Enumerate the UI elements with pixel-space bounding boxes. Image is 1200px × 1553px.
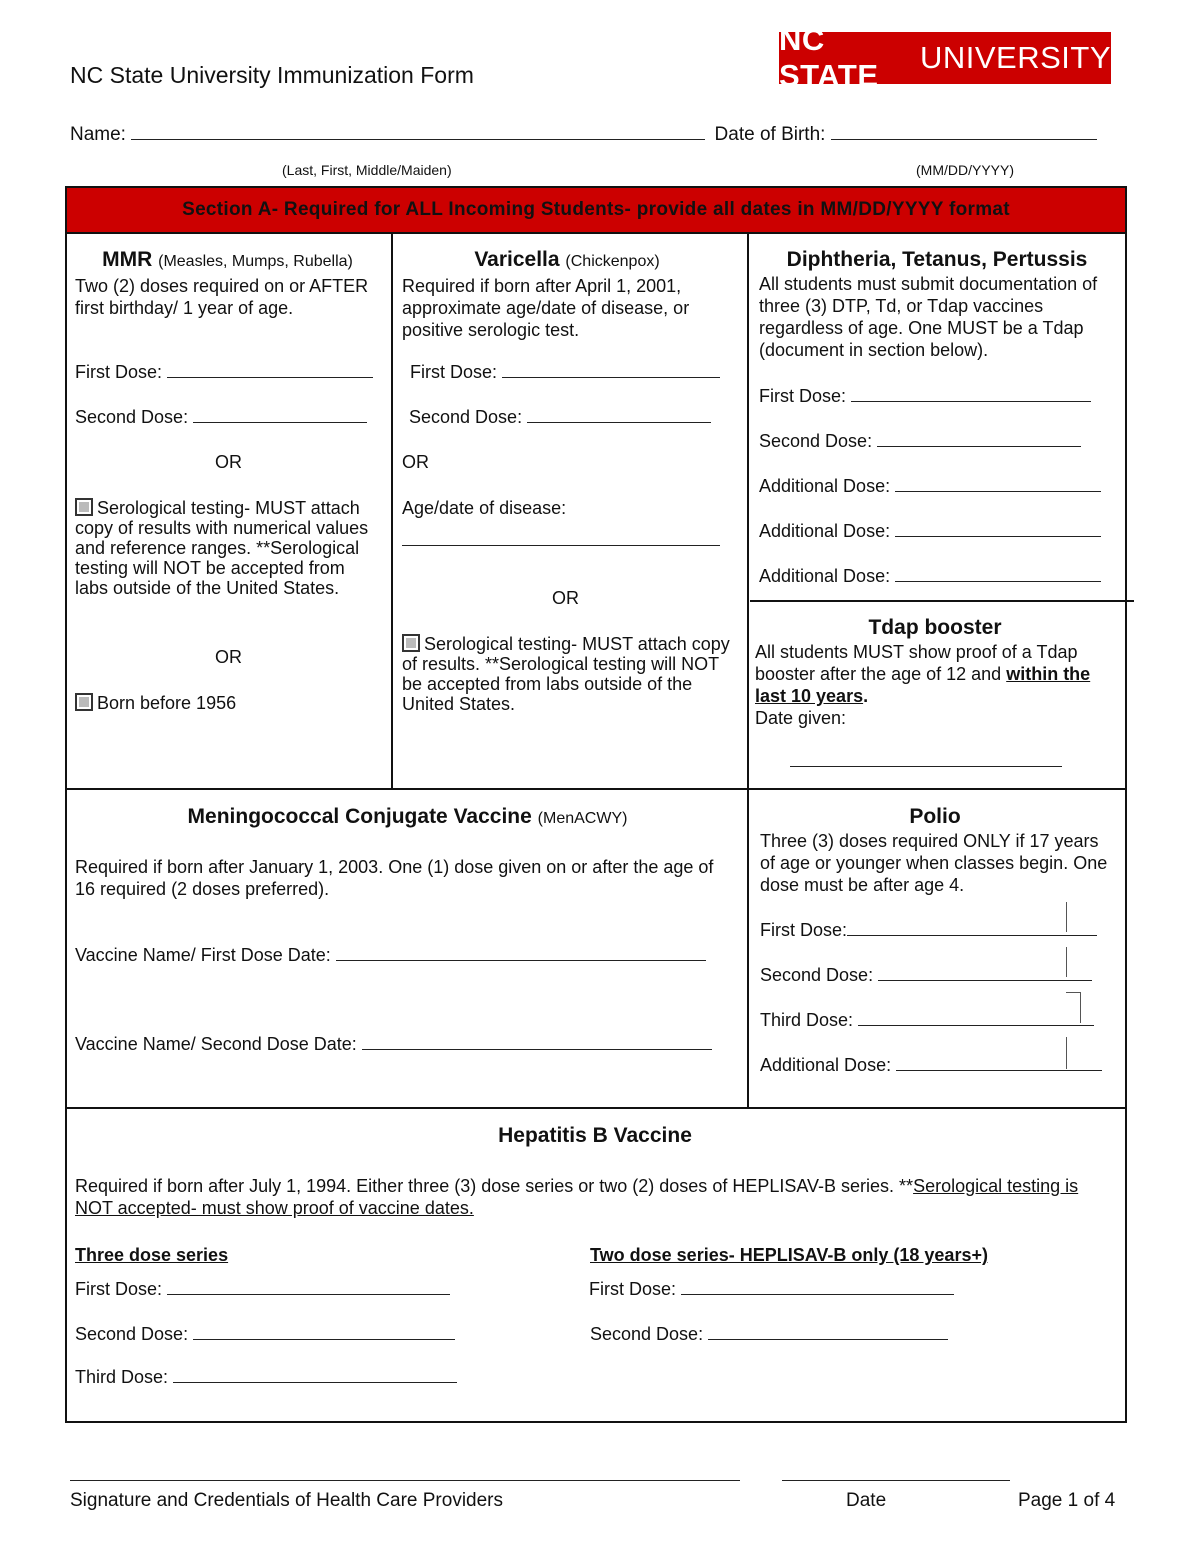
hepb-two-second-row xyxy=(590,1324,948,1345)
hepb-first-dose-field[interactable] xyxy=(167,1294,450,1295)
dtp-title: Diphtheria, Tetanus, Pertussis xyxy=(786,248,1088,271)
polio-title: Polio xyxy=(909,805,961,828)
polio-second-dose-label: Second Dose: xyxy=(760,965,874,985)
polio-additional-label: Additional Dose: xyxy=(760,1055,892,1075)
hepb-two-first-label: First Dose: xyxy=(589,1279,677,1299)
dtp-first-dose-label: First Dose: xyxy=(759,386,847,406)
dtp-second-dose-label: Second Dose: xyxy=(759,431,873,451)
varicella-description: Required if born after April 1, 2001, approximate age/date of disease, or positive serologic test. xyxy=(402,276,690,340)
mening-first-field[interactable] xyxy=(336,960,706,961)
varicella-serology-checkbox[interactable] xyxy=(402,634,420,652)
varicella-subtitle: (Chickenpox) xyxy=(565,253,660,270)
name-hint: (Last, First, Middle/Maiden) xyxy=(282,162,452,178)
polio-second-dose-row xyxy=(760,965,1092,986)
name-field[interactable] xyxy=(131,139,705,140)
tdap-date-given-label: Date given: xyxy=(755,708,847,728)
polio-third-dose-field[interactable] xyxy=(858,1025,1094,1026)
mening-second-label: Vaccine Name/ Second Dose Date: xyxy=(75,1034,357,1054)
polio-first-dose-label: First Dose: xyxy=(760,920,848,940)
mmr-second-dose-row xyxy=(75,407,367,428)
hepb-second-dose-label: Second Dose: xyxy=(75,1324,189,1344)
hepb-third-dose-row xyxy=(75,1367,457,1388)
born-before-checkbox[interactable] xyxy=(75,693,93,711)
polio-second-dose-field[interactable] xyxy=(878,980,1092,981)
signature-date-field[interactable] xyxy=(782,1480,1010,1481)
varicella-second-dose-field[interactable] xyxy=(527,422,711,423)
mening-title: Meningococcal Conjugate Vaccine xyxy=(187,805,532,828)
polio-tick-mark xyxy=(1066,902,1101,932)
hepb-three-title: Three dose series xyxy=(75,1245,229,1265)
mmr-serology-checkbox[interactable] xyxy=(75,498,93,516)
dtp-additional-2-row xyxy=(759,521,1101,542)
dtp-additional-1-label: Additional Dose: xyxy=(759,476,891,496)
tdap-title: Tdap booster xyxy=(868,616,1002,639)
polio-tick-mark xyxy=(1066,947,1101,977)
mmr-heading xyxy=(75,247,380,275)
varicella-serology-text: Serological testing- MUST attach copy of results. **Serological testing will NOT be accepted from labs outside of the United States. xyxy=(402,634,730,714)
nc-state-logo xyxy=(779,22,1111,93)
polio-additional-row xyxy=(760,1055,1102,1076)
polio-third-dose-row xyxy=(760,1010,1094,1031)
polio-cell xyxy=(760,804,1110,896)
dob-label: Date of Birth: xyxy=(714,124,826,145)
varicella-title: Varicella xyxy=(474,248,560,271)
polio-first-dose-row xyxy=(760,920,1097,941)
varicella-age-disease-label: Age/date of disease: xyxy=(402,498,567,518)
varicella-heading xyxy=(402,247,732,275)
tdap-period: . xyxy=(863,686,869,706)
tdap-description xyxy=(755,641,1115,707)
tdap-emphasis: within the last 10 years xyxy=(755,664,1091,706)
mening-description: Required if born after January 1, 2003. One (1) dose given on or after the age of 16 required (2 doses preferred). xyxy=(75,857,714,899)
mmr-title: MMR xyxy=(102,248,153,271)
hepb-two-first-field[interactable] xyxy=(681,1294,954,1295)
hepb-first-dose-label: First Dose: xyxy=(75,1279,163,1299)
mmr-serology-text: Serological testing- MUST attach copy of results with numerical values and reference ranges. **Serological testing will NOT be accepted from labs outside of the United States. xyxy=(75,498,369,598)
hepb-title: Hepatitis B Vaccine xyxy=(498,1124,692,1147)
tdap-description-text: All students MUST show proof of a Tdap booster after the age of 12 and xyxy=(755,642,1078,684)
hepb-second-dose-row xyxy=(75,1324,455,1345)
born-before-text: Born before 1956 xyxy=(97,693,237,713)
dtp-additional-3-row xyxy=(759,566,1101,587)
hepb-description xyxy=(75,1175,1090,1219)
logo-light-text: UNIVERSITY xyxy=(919,40,1111,75)
mmr-second-dose-label: Second Dose: xyxy=(75,407,189,427)
mmr-first-dose-field[interactable] xyxy=(167,377,373,378)
hepb-first-dose-row xyxy=(75,1279,450,1300)
name-row xyxy=(70,124,1097,146)
varicella-first-dose-row xyxy=(410,362,720,383)
logo-bold-text: NC STATE xyxy=(779,22,879,93)
polio-tick-mark xyxy=(1066,992,1081,1023)
mmr-subtitle: (Measles, Mumps, Rubella) xyxy=(158,253,353,270)
varicella-second-dose-label: Second Dose: xyxy=(409,407,523,427)
mening-subtitle: (MenACWY) xyxy=(537,810,628,827)
dtp-additional-3-label: Additional Dose: xyxy=(759,566,891,586)
mmr-born-before-row xyxy=(75,693,236,714)
varicella-first-dose-label: First Dose: xyxy=(410,362,498,382)
varicella-serology-row xyxy=(402,634,732,714)
dtp-additional-2-field[interactable] xyxy=(895,536,1101,537)
divider xyxy=(66,788,1126,790)
hepb-cell xyxy=(75,1123,1115,1219)
page-title: NC State University Immunization Form xyxy=(70,62,474,88)
mmr-serology-row xyxy=(75,498,375,598)
varicella-second-dose-row xyxy=(409,407,711,428)
mmr-or-1: OR xyxy=(215,452,242,472)
divider xyxy=(750,600,1134,602)
varicella-cell xyxy=(402,247,732,341)
mening-second-row xyxy=(75,1034,712,1055)
hepb-two-second-label: Second Dose: xyxy=(590,1324,704,1344)
mmr-first-dose-label: First Dose: xyxy=(75,362,163,382)
hepb-two-first-row xyxy=(589,1279,954,1300)
hepb-third-dose-label: Third Dose: xyxy=(75,1367,169,1387)
mening-cell xyxy=(75,804,740,900)
tdap-date-field[interactable] xyxy=(790,766,1062,767)
dtp-first-dose-row xyxy=(759,386,1091,407)
varicella-or-1: OR xyxy=(402,452,429,472)
mening-first-row xyxy=(75,945,706,966)
hepb-second-dose-field[interactable] xyxy=(193,1339,455,1340)
name-label: Name: xyxy=(70,124,126,145)
mening-first-label: Vaccine Name/ First Dose Date: xyxy=(75,945,331,965)
hepb-description-text: Required if born after July 1, 1994. Either three (3) dose series or two (2) doses of HEPLISAV-B series. ** xyxy=(75,1176,914,1196)
hepb-description-underlined: Serological testing is NOT accepted- must show proof of vaccine dates. xyxy=(75,1176,1079,1218)
varicella-age-disease-field[interactable] xyxy=(402,545,720,546)
polio-tick-mark xyxy=(1066,1037,1101,1069)
signature-label: Signature and Credentials of Health Care Providers xyxy=(70,1490,504,1511)
page-number: Page 1 of 4 xyxy=(1018,1490,1116,1511)
dob-field[interactable] xyxy=(831,139,1097,140)
mmr-description: Two (2) doses required on or AFTER first birthday/ 1 year of age. xyxy=(75,276,369,318)
varicella-or-2: OR xyxy=(552,588,579,608)
date-label: Date xyxy=(846,1490,887,1511)
mening-second-field[interactable] xyxy=(362,1049,712,1050)
polio-description: Three (3) doses required ONLY if 17 years of age or younger when classes begin. One dose must be after age 4. xyxy=(760,831,1108,895)
divider xyxy=(391,234,393,788)
dtp-description: All students must submit documentation of three (3) DTP, Td, or Tdap vaccines regardless of age. One MUST be a Tdap (document in section below). xyxy=(759,274,1098,360)
hepb-two-title: Two dose series- HEPLISAV-B only (18 years+) xyxy=(590,1245,988,1265)
hepb-two-second-field[interactable] xyxy=(708,1339,948,1340)
section-a-header: Section A- Required for ALL Incoming Students- provide all dates in MM/DD/YYYY format xyxy=(67,188,1125,234)
dtp-additional-1-field[interactable] xyxy=(895,491,1101,492)
varicella-first-dose-field[interactable] xyxy=(502,377,720,378)
dtp-second-dose-row xyxy=(759,431,1081,452)
hepb-third-dose-field[interactable] xyxy=(173,1382,457,1383)
polio-first-dose-field[interactable] xyxy=(847,935,1097,936)
dtp-additional-2-label: Additional Dose: xyxy=(759,521,891,541)
dtp-first-dose-field[interactable] xyxy=(851,401,1091,402)
dtp-additional-1-row xyxy=(759,476,1101,497)
mening-heading xyxy=(75,804,740,832)
dtp-second-dose-field[interactable] xyxy=(877,446,1081,447)
mmr-or-2: OR xyxy=(215,647,242,667)
mmr-cell xyxy=(75,247,380,319)
mmr-first-dose-row xyxy=(75,362,373,383)
mmr-second-dose-field[interactable] xyxy=(193,422,367,423)
tdap-cell xyxy=(755,615,1115,729)
signature-field[interactable] xyxy=(70,1480,740,1481)
divider xyxy=(66,1107,1126,1109)
dob-hint: (MM/DD/YYYY) xyxy=(916,162,1014,178)
polio-third-dose-label: Third Dose: xyxy=(760,1010,854,1030)
divider xyxy=(747,234,749,1108)
dtp-cell xyxy=(759,247,1115,361)
dtp-additional-3-field[interactable] xyxy=(895,581,1101,582)
polio-additional-field[interactable] xyxy=(896,1070,1102,1071)
